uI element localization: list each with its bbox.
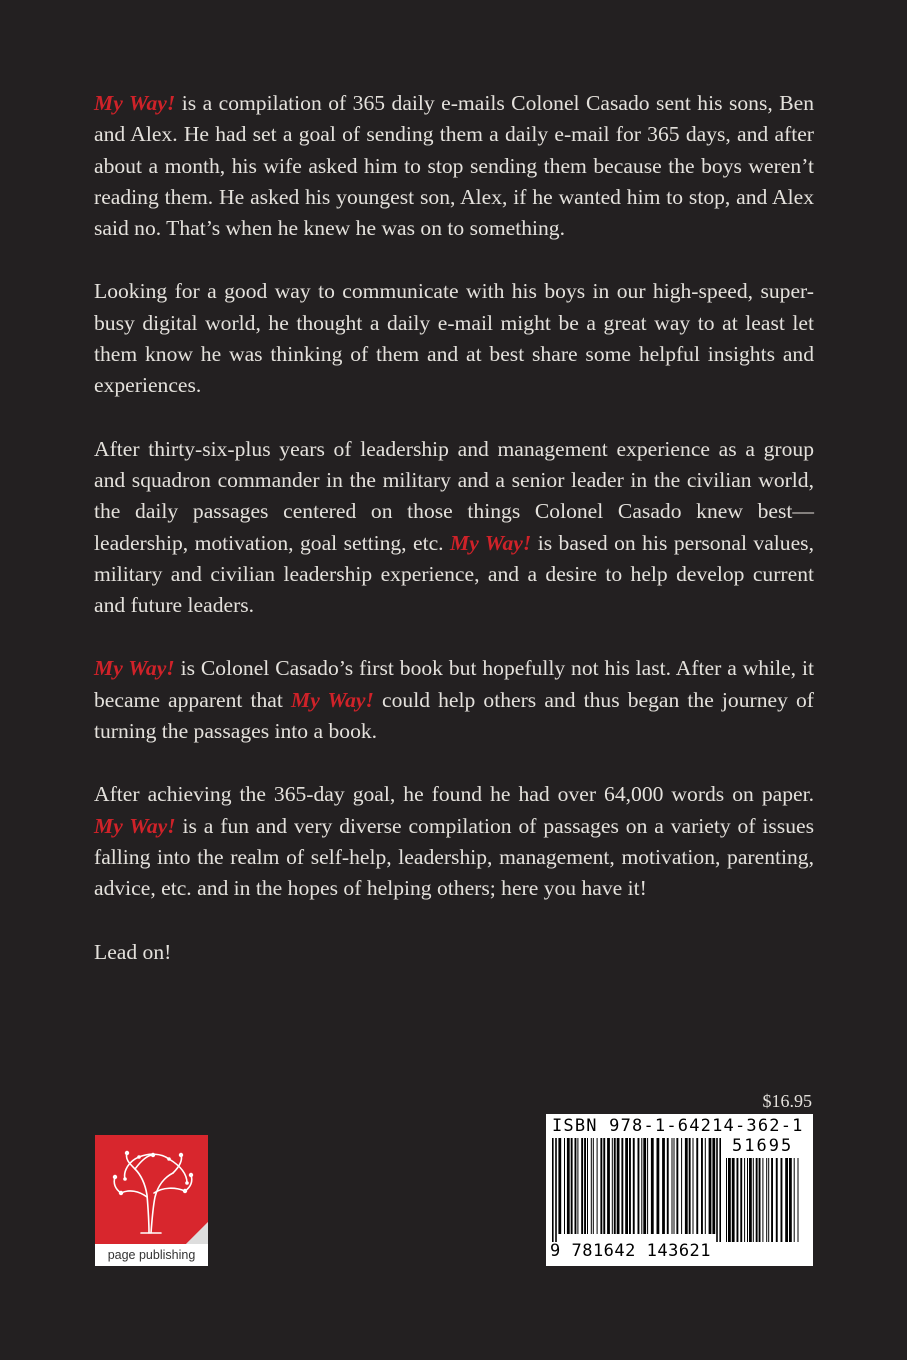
title-emphasis: My Way! <box>291 687 374 712</box>
price-label: $16.95 <box>762 1091 812 1111</box>
blurb-paragraph-4: My Way! is Colonel Casado’s first book but hopefully not his last. After a while, it became apparent that My Way! could help others and thus began the journey of turning the passages into a book. <box>94 656 814 744</box>
publisher-logo <box>95 1135 208 1266</box>
blurb-paragraph-3: After thirty-six-plus years of leadership and management experience as a group and squadron commander in the military and a senior leader in the civilian world, the daily passages centered on those things Colonel Casado knew best—leadership, motivation, goal setting, etc. My Way! is based on his personal values, military and civilian leadership experience, and a desire to help develop current and future leaders. <box>94 436 814 618</box>
addon-code: 51695 <box>732 1136 794 1156</box>
ean-barcode-bars <box>552 1138 722 1242</box>
blurb-closing: Lead on! <box>94 939 172 964</box>
blurb-paragraph-2: Looking for a good way to communicate with his boys in our high-speed, super-busy digital world, he thought a daily e-mail might be a great way to at least let them know he was thinking of them and at best share some helpful insights and experiences. <box>94 279 814 398</box>
blurb-paragraph-5: After achieving the 365-day goal, he found he had over 64,000 words on paper. My Way! is a fun and very diverse compilation of passages on a variety of issues falling into the realm of self-help, leadership, management, motivation, parenting, advice, etc. and in the hopes of helping others; here you have it! <box>94 782 814 901</box>
blurb-text <box>94 88 814 1000</box>
title-emphasis: My Way! <box>94 656 175 681</box>
addon-barcode-bars <box>726 1158 806 1242</box>
isbn-label: ISBN 978-1-64214-362-1 <box>552 1116 804 1136</box>
isbn-barcode <box>546 1114 813 1266</box>
ean-number: 9 781642 143621 <box>550 1241 712 1261</box>
title-emphasis: My Way! <box>94 813 176 838</box>
blurb-paragraph-1: My Way! is a compilation of 365 daily e-mails Colonel Casado sent his sons, Ben and Alex. He had set a goal of sending them a daily e-mail for 365 days, and after about a month, his wife asked him to stop sending them because the boys weren’t reading them. He asked his youngest son, Alex, if he wanted him to stop, and Alex said no. That’s when he knew he was on to something. <box>94 91 814 241</box>
title-emphasis: My Way! <box>450 530 532 555</box>
publisher-name: page publishing <box>95 1244 208 1266</box>
title-emphasis: My Way! <box>94 91 176 115</box>
